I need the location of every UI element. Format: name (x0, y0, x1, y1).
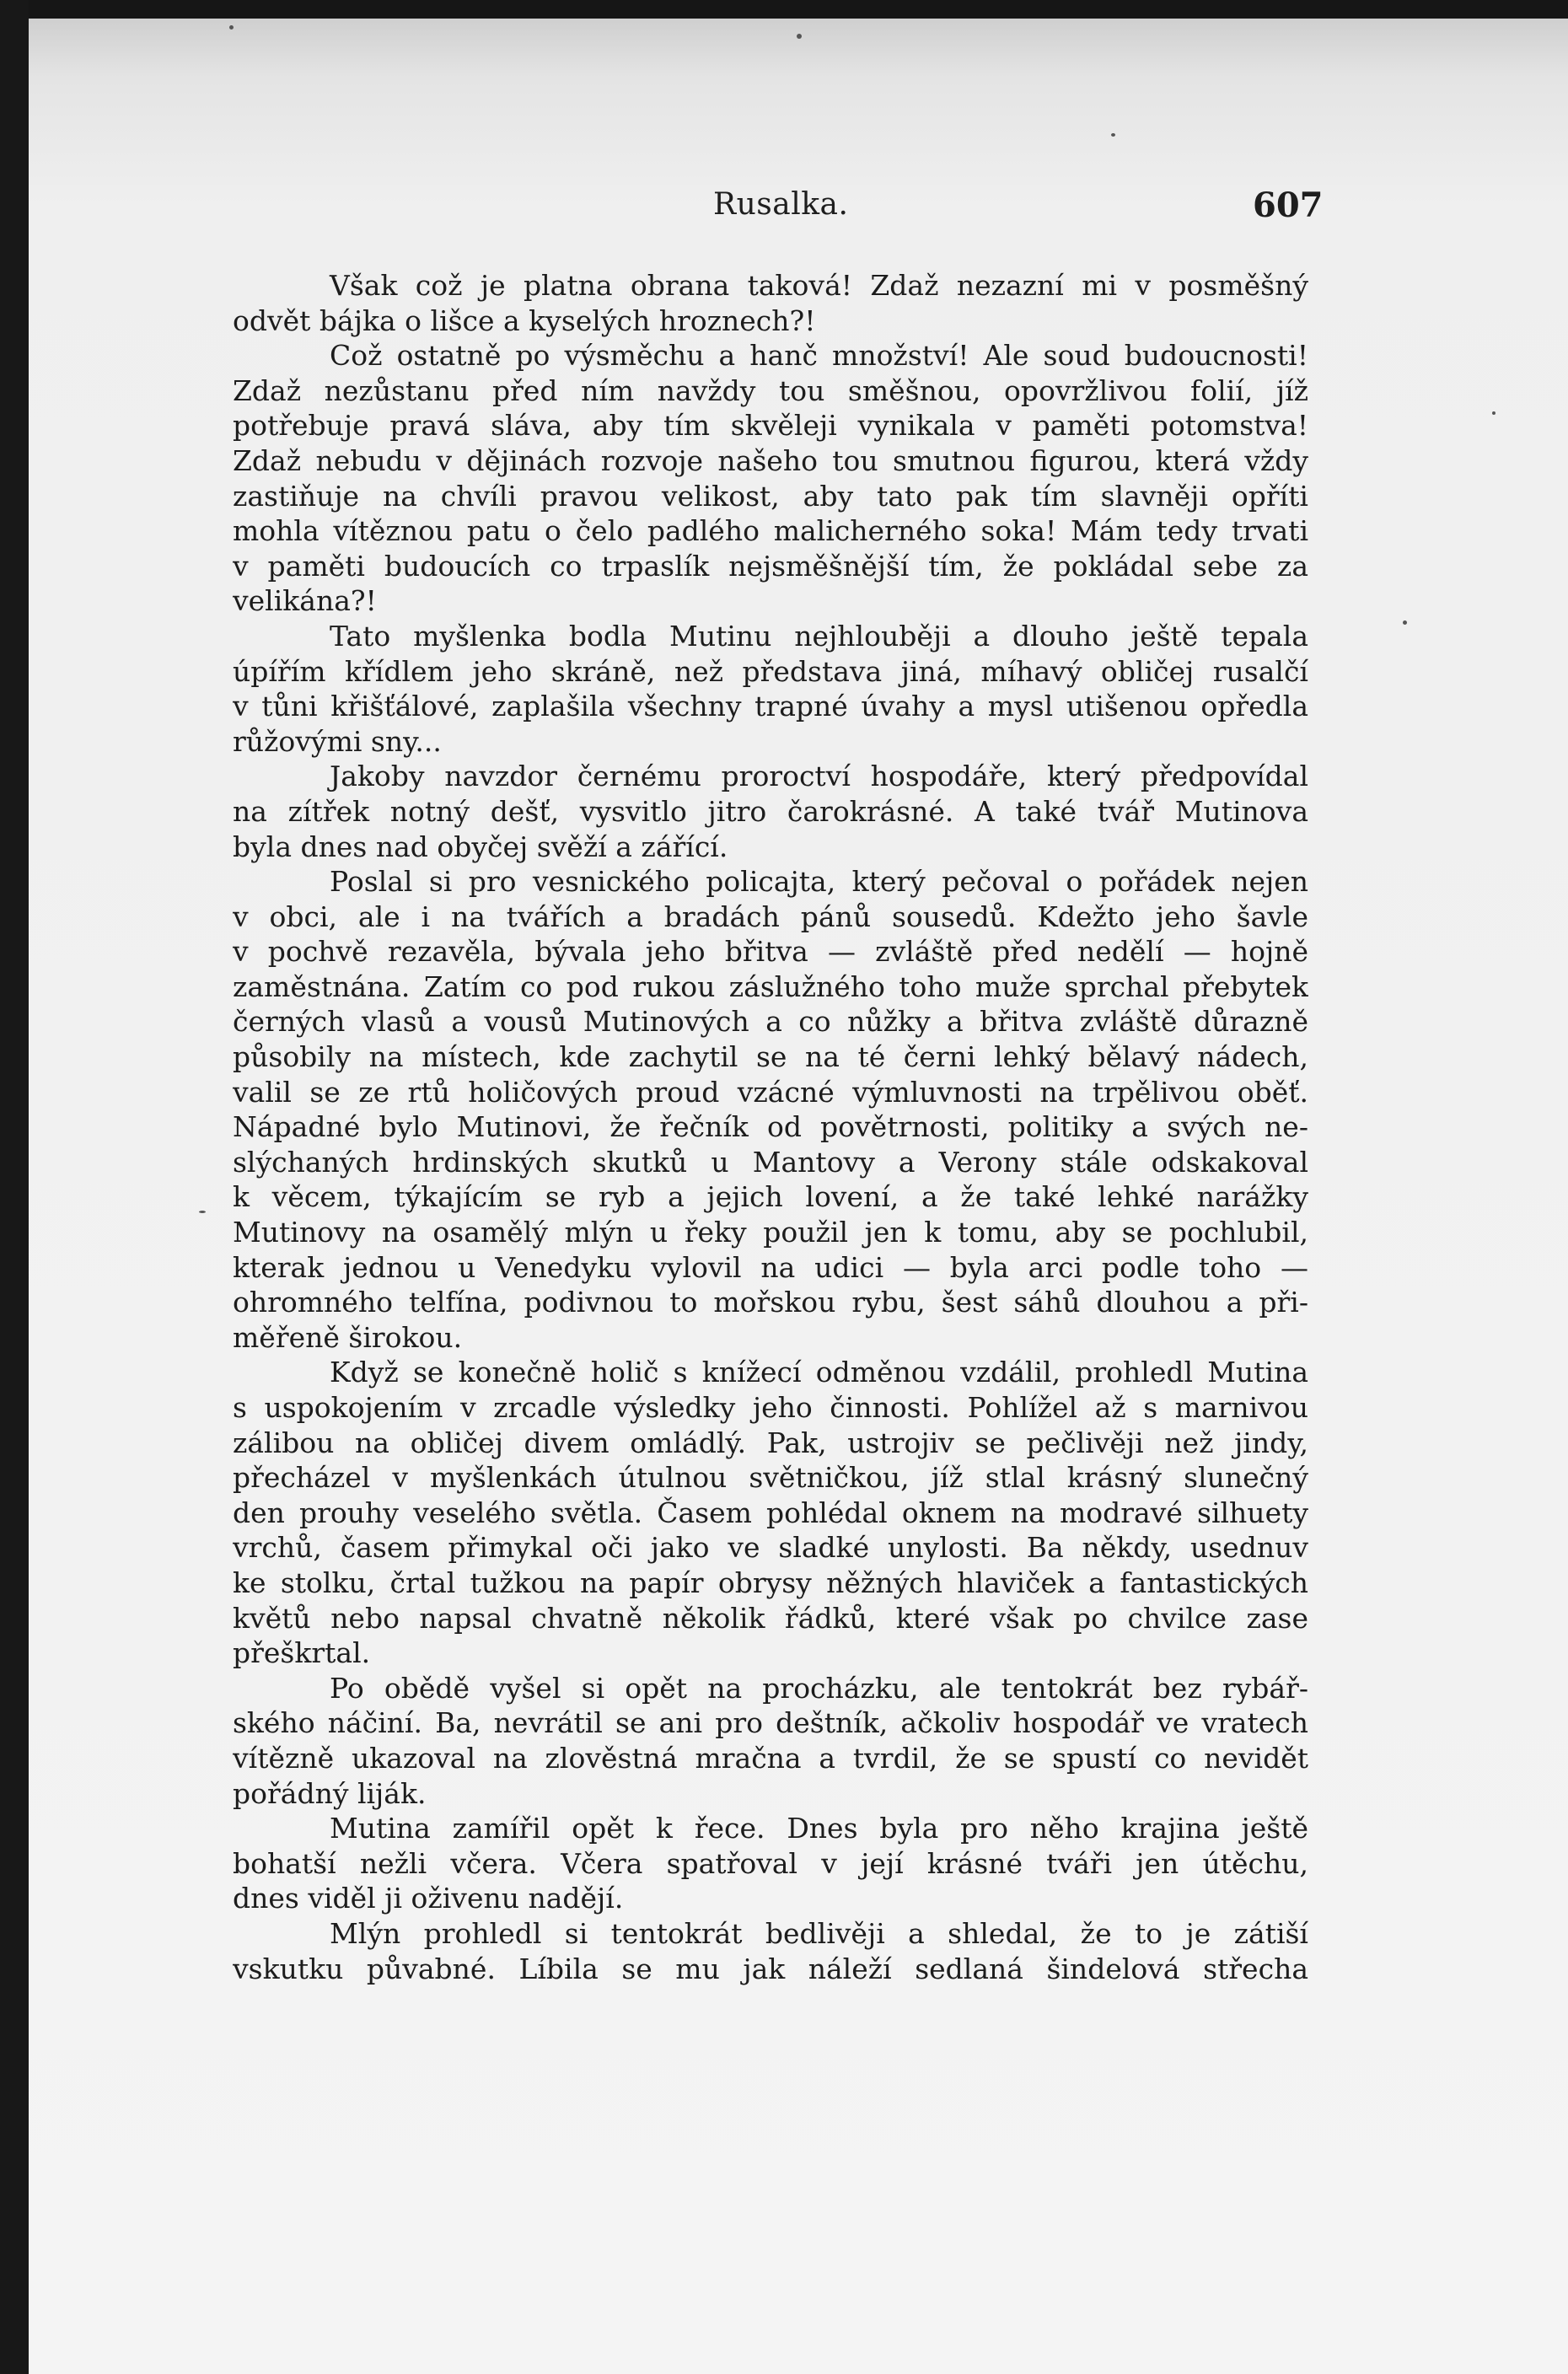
text-line: vskutku půvabné. Líbila se mu jak náleží sedlaná šindelová střecha (233, 1952, 1308, 1985)
text-line: ského náčiní. Ba, nevrátil se ani pro deštník, ačkoliv hospodář ve vratech (233, 1706, 1308, 1740)
text-line: Po obědě vyšel si opět na procházku, ale tentokrát bez rybář- (330, 1671, 1308, 1705)
text-line: ke stolku, črtal tužkou na papír obrysy něžných hlaviček a fantastických (233, 1566, 1308, 1599)
text-line: měřeně širokou. (233, 1320, 463, 1354)
text-line: vítězně ukazoval na zlověstná mračna a tvrdil, že se spustí co nevidět (233, 1741, 1308, 1775)
text-line: působily na místech, kde zachytil se na té černi lehký bělavý nádech, (233, 1040, 1308, 1074)
text-line: potřebuje pravá sláva, aby tím skvěleji vynikala v paměti potomstva! (233, 409, 1308, 443)
text-line: velikána?! (233, 584, 377, 618)
text-line: Tato myšlenka bodla Mutinu nejhlouběji a dlouho ještě tepala (330, 619, 1308, 653)
text-line: v obci, ale i na tvářích a bradách pánů sousedů. Kdežto jeho šavle (233, 900, 1308, 933)
text-line: černých vlasů a vousů Mutinových a co nůžky a břitva zvláště důrazně (233, 1005, 1308, 1039)
text-line: v tůni křišťálové, zaplašila všechny trapné úvahy a mysl utišenou opředla (233, 690, 1308, 723)
text-line: přecházel v myšlenkách útulnou světničkou, jíž stlal krásný slunečný (233, 1461, 1308, 1495)
text-line: kterak jednou u Venedyku vylovil na udici — byla arci podle toho — (233, 1250, 1308, 1284)
text-line: na zítřek notný dešť, vysvitlo jitro čarokrásné. A také tvář Mutinova (233, 794, 1308, 828)
text-line: přeškrtal. (233, 1636, 371, 1670)
text-line: pořádný liják. (233, 1776, 427, 1810)
text-line: v paměti budoucích co trpaslík nejsměšnější tím, že pokládal sebe za (233, 549, 1308, 583)
text-line: Mlýn prohledl si tentokrát bedlivěji a shledal, že to je zátiší (330, 1916, 1308, 1950)
text-line: dnes viděl ji oživenu nadějí. (233, 1882, 624, 1915)
text-line: mohla vítěznou patu o čelo padlého malicherného soka! Mám tedy trvati (233, 514, 1308, 548)
text-line: Což ostatně po výsměchu a hanč množství! Ale soud budoucnosti! (330, 339, 1308, 373)
text-line: Nápadné bylo Mutinovi, že řečník od povětrnosti, politiky a svých ne- (233, 1110, 1308, 1144)
text-line: s uspokojením v zrcadle výsledky jeho činnosti. Pohlížel až s marnivou (233, 1391, 1308, 1424)
text-line: Jakoby navzdor černému proroctví hospodáře, který předpovídal (330, 760, 1308, 793)
page-header (0, 187, 1568, 234)
text-line: ohromného telfína, podivnou to mořskou rybu, šest sáhů dlouhou a při- (233, 1286, 1308, 1319)
text-line: Mutinovy na osamělý mlýn u řeky použil jen k tomu, aby se pochlubil, (233, 1216, 1308, 1249)
paper-speck (1403, 620, 1407, 625)
running-title: Rusalka. (713, 187, 849, 222)
text-line: Však což je platna obrana taková! Zdaž nezazní mi v posměšný (330, 269, 1308, 302)
body-text (233, 268, 1308, 1986)
text-line: den prouhy veselého světla. Časem pohlédal oknem na modravé silhuety (233, 1496, 1308, 1529)
text-line: vrchů, časem přimykal oči jako ve sladké unylosti. Ba někdy, usednuv (233, 1531, 1308, 1565)
text-line: odvět bájka o lišce a kyselých hroznech?! (233, 303, 816, 337)
text-line: byla dnes nad obyčej svěží a zářící. (233, 830, 728, 863)
paper-speck (199, 1211, 206, 1213)
text-line: Zdaž nebudu v dějinách rozvoje našeho tou smutnou figurou, která vždy (233, 443, 1308, 477)
text-line: zastiňuje na chvíli pravou velikost, aby tato pak tím slavněji opříti (233, 479, 1308, 513)
text-line: bohatší nežli včera. Včera spatřoval v její krásné tváři jen útěchu, (233, 1846, 1308, 1880)
paper-speck (1492, 411, 1496, 415)
text-line: květů nebo napsal chvatně několik řádků, které však po chvilce zase (233, 1601, 1308, 1635)
text-line: růžovými sny... (233, 724, 442, 758)
paper-speck (229, 25, 234, 30)
paper-speck (797, 34, 802, 39)
page-number: 607 (1253, 185, 1324, 225)
text-line: Zdaž nezůstanu před ním navždy tou směšnou, opovržlivou folií, jíž (233, 373, 1308, 407)
text-line: k věcem, týkajícím se ryb a jejich lovení, a že také lehké narážky (233, 1180, 1308, 1214)
text-line: úpířím křídlem jeho skráně, než představa jiná, míhavý obličej rusalčí (233, 654, 1308, 688)
text-line: valil se ze rtů holičových proud vzácné výmluvnosti na trpělivou oběť. (233, 1075, 1308, 1109)
text-line: Když se konečně holič s knížecí odměnou vzdálil, prohledl Mutina (330, 1356, 1308, 1389)
scan-left-edge (0, 0, 29, 2374)
text-line: zaměstnána. Zatím co pod rukou záslužného toho muže sprchal přebytek (233, 969, 1308, 1003)
paper-speck (1111, 133, 1115, 137)
text-line: zálibou na obličej divem omládlý. Pak, ustrojiv se pečlivěji než jindy, (233, 1426, 1308, 1459)
text-line: Poslal si pro vesnického policajta, který pečoval o pořádek nejen (330, 865, 1308, 899)
text-line: v pochvě rezavěla, bývala jeho břitva — zvláště před nedělí — hojně (233, 935, 1308, 969)
text-line: Mutina zamířil opět k řece. Dnes byla pro něho krajina ještě (330, 1812, 1308, 1845)
text-line: slýchaných hrdinských skutků u Mantovy a Verony stále odskakoval (233, 1145, 1308, 1179)
